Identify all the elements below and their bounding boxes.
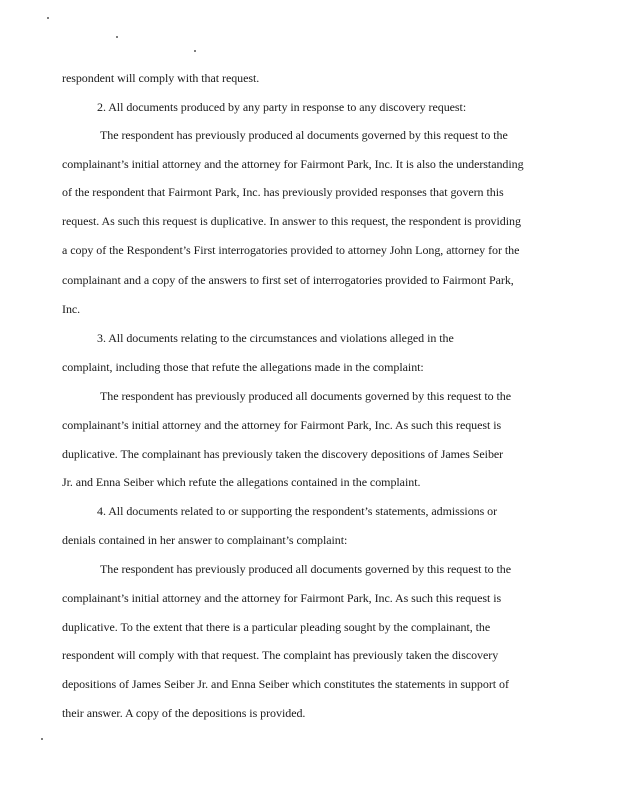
text-line: request. As such this request is duplicative. In answer to this request, the respondent is providing	[62, 214, 521, 228]
text-line: their answer. A copy of the depositions is provided.	[62, 706, 306, 720]
text-line: 4. All documents related to or supporting the respondent’s statements, admissions or	[97, 504, 498, 518]
text-line: complainant’s initial attorney and the attorney for Fairmont Park, Inc. As such this request is	[62, 591, 502, 605]
scan-speck	[47, 17, 49, 19]
text-line: 2. All documents produced by any party in response to any discovery request:	[97, 100, 467, 114]
text-line: complainant’s initial attorney and the attorney for Fairmont Park, Inc. As such this request is	[62, 418, 502, 432]
text-line: complainant’s initial attorney and the attorney for Fairmont Park, Inc. It is also the understanding	[62, 157, 524, 171]
scan-speck	[41, 738, 43, 740]
text-line: The respondent has previously produced all documents governed by this request to the	[100, 562, 512, 576]
text-line: respondent will comply with that request. The complaint has previously taken the discovery	[62, 648, 499, 662]
text-line: duplicative. The complainant has previously taken the discovery depositions of James Seiber	[62, 447, 504, 461]
text-line: depositions of James Seiber Jr. and Enna Seiber which constitutes the statements in support of	[62, 677, 509, 691]
text-line: 3. All documents relating to the circumstances and violations alleged in the	[97, 331, 454, 345]
text-line: denials contained in her answer to complainant’s complaint:	[62, 533, 348, 547]
scan-speck	[116, 36, 118, 38]
text-line: duplicative. To the extent that there is a particular pleading sought by the complainant, the	[62, 620, 491, 634]
text-line: The respondent has previously produced all documents governed by this request to the	[100, 389, 512, 403]
text-line: Jr. and Enna Seiber which refute the allegations contained in the complaint.	[62, 475, 421, 489]
text-line: respondent will comply with that request.	[62, 71, 260, 85]
text-line: complaint, including those that refute the allegations made in the complaint:	[62, 360, 424, 374]
text-line: of the respondent that Fairmont Park, Inc. has previously provided responses that govern this	[62, 185, 504, 199]
text-line: a copy of the Respondent’s First interrogatories provided to attorney John Long, attorney for the	[62, 243, 520, 257]
scan-speck	[194, 50, 196, 52]
text-line: complainant and a copy of the answers to first set of interrogatories provided to Fairmont Park,	[62, 273, 514, 287]
text-line: Inc.	[62, 302, 81, 316]
text-line: The respondent has previously produced al documents governed by this request to the	[100, 128, 508, 142]
